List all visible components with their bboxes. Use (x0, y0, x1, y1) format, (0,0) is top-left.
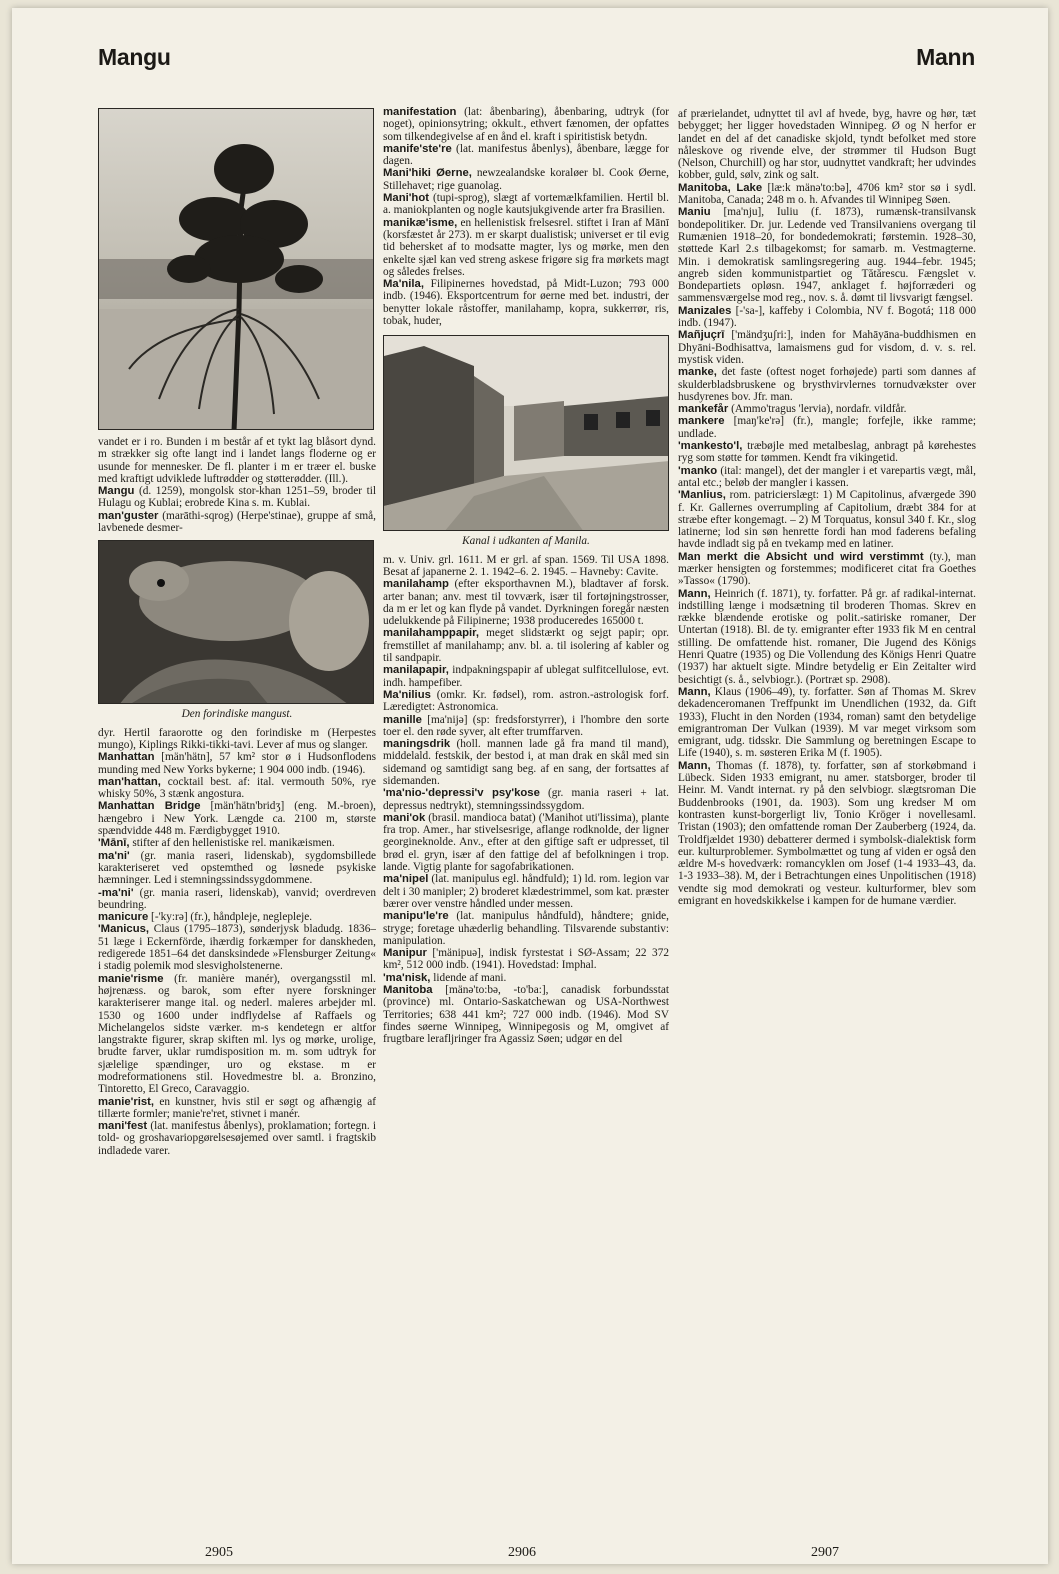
entry-definition: ['mändʒuʃri:], inden for Mahāyāna-buddhismen en Dhyāni-Bodhisattva, lamaismens gud for visdom, d. v. s. rel. mystisk viden. (678, 329, 976, 366)
entry-headword: manikæ'isme, (383, 216, 458, 229)
mangrove-photo (98, 108, 374, 430)
entry-headword: 'ma'nio-'depressi'v psy'kose (383, 787, 540, 800)
entry-headword: Mani'hiki Øerne, (383, 167, 472, 180)
dictionary-entry (383, 143, 669, 168)
entry-definition: en kunstner, hvis stil er søgt og afhængig af tillærte formler; manie're'ret, stivnet i manér. (98, 1095, 376, 1120)
entry-definition: Filipinernes hovedstad, på Midt-Luzon; 793 000 indb. (1946). Eksportcentrum for øerne med bet. industri, der benytter lokale råstoffer, manilahamp, kopra, sukkerrør, ris, tobak, huder, (383, 278, 669, 328)
dictionary-entry (98, 923, 376, 972)
dictionary-entry (98, 776, 376, 801)
entry-definition: (gr. mania raseri, lidenskab), sygdomsbillede karakteriseret ved opstemthed og løsnede psykiske hæmninger. Led i stemningssindssygdommene. (98, 849, 376, 887)
entry-definition: lidende af mani. (430, 971, 507, 984)
dictionary-entry (678, 206, 976, 304)
entry-headword: mani'fest (98, 1120, 148, 1133)
entry-headword: 'Manlius, (678, 489, 726, 502)
entry-headword: Man merkt die Absicht und wird verstimmt (678, 550, 924, 563)
dictionary-entry (98, 973, 376, 1096)
entry-headword: manicure (98, 911, 149, 924)
entry-headword: 'ma'nisk, (383, 971, 431, 984)
dictionary-entry (98, 800, 376, 837)
entry-headword: Manhattan Bridge (98, 800, 201, 813)
dictionary-entry (383, 984, 669, 1045)
dictionary-entry (678, 182, 976, 207)
column-1 (98, 108, 376, 1488)
entry-headword: manke, (678, 366, 717, 379)
dictionary-entry (383, 664, 669, 689)
entry-definition: [män'hätn], 57 km² stor ø i Hudsonflodens munding med New Yorks bykerne; 1 904 000 indb. (1946). (98, 751, 376, 776)
entry-definition: en hellenistisk frelsesrel. stiftet i Iran af Mānī (korsfæstet år 273). m er skarpt dualistisk; universet er til evig tid behersket af to modsatte magter, lys og mørke, men den enkelte sjæl kan ved streng askese frigøre sig fra mørkets magt og således frelses. (383, 216, 669, 278)
entry-definition: m. v. Univ. grl. 1611. M er grl. af span. 1569. Til USA 1898. Besat af japanerne 2. 1. 1942–6. 2. 1945. – Havneby: Cavite. (383, 553, 669, 578)
column-2 (383, 106, 669, 1501)
dictionary-entry (98, 837, 376, 849)
dictionary-entry (98, 911, 376, 923)
entry-definition: indpakningspapir af ublegat sulfitcellulose, evt. indh. hampefiber. (383, 664, 669, 689)
mangrove-image (99, 109, 374, 430)
entry-definition: (fr. manière manér), overgangsstil ml. højrenæss. og barok, som efter nyere forskninger karakteriserer mange ital. og nederl. maleres arbejder ml. 1530 og 1600 under indflydelse af Raffaels og Michelangelos sidste værker. m-s kendetegn er altfor langstrakte figurer, skrap skiften ml. lys og mørke, urolige, brudte farver, uklar rumdisposition m. m. som udtryk for sjælelige spændinger, uro og ekstase. m er modreformationens stil. Hovedmestre bl. a. Bronzino, Tintoretto, El Greco, Caravaggio. (98, 972, 376, 1096)
dictionary-entry (678, 403, 976, 415)
entry-headword: Mañjuçrī (678, 329, 725, 342)
entry-definition: (marāthi-sqrog) (Herpe'stinae), gruppe af små, lavbenede desmer- (98, 509, 376, 535)
page-number-left: 2905 (205, 1545, 233, 1560)
entry-headword: ma'ni' (98, 849, 130, 862)
dictionary-entry (383, 167, 669, 192)
entry-headword: Mann, (678, 685, 711, 698)
entry-definition: Thomas (f. 1878), ty. forfatter, søn af storkøbmand i Lübeck. Siden 1933 emigrant, nu amer. statsborger, broder til Heinr. M. Vandt internat. ry på den selvbiogr. slægtsroman Die Buddenbrooks (1901, da. 1903). Som ung kredser M om kontrasten kunst-borgerligt liv, Tonio Kröger i novellesaml. Tristan (1903); den omfattende roman Der Zauberberg (1924, da. Troldfjældet 1930) debatterer dermed i symbolsk-dialektisk form eur. kulturproblemer. Symbolmættet og tung af viden er også den ældre M-s hovedværk: romancyklen om Josef (1-4 1933–43, da. 1-3 1933–38). M, der i Betrachtungen eines Unpolitischen (1918) vendte sig mod demokrati og vesteur. kulturformer, blev som emigrant en hovedskikkelse i kampen for de humane værdier. (678, 759, 976, 907)
dictionary-entry (383, 738, 669, 787)
mangrove-continuation: vandet er i ro. Bunden i m består af et tykt lag blåsort dynd. m strækker sig ofte langt ind i landet langs floderne og er usunde for mennesker. De fl. planter i m er træer el. buske med kraftigt udviklede luftrødder og støtterødder. (Ill.). (98, 436, 376, 485)
mongoose-photo (98, 540, 374, 704)
dictionary-entry (383, 578, 669, 627)
entry-definition: [mänə'to:bə, -to'ba:], canadisk forbundsstat (province) ml. Ontario-Saskatchewan og USA-Northwest Territories; 638 441 km²; 727 000 indb. (1946). Mod SV findes søerne Winnipeg, Winnipegosis og M, omgivet af frugtbare lerafljringer fra Agassiz Søen; udgør en del (383, 984, 669, 1046)
dictionary-entry (383, 714, 669, 739)
entry-definition: (tupi-sprog), slægt af vortemælkfamilien. Hertil bl. a. maniokplanten og nogle kautsjukgivende arter fra Brasilien. (383, 192, 669, 217)
entry-headword: mankefår (678, 403, 729, 416)
entry-definition: Claus (1795–1873), sønderjysk bladudg. 1836–51 læge i Eckernförde, ihærdig forkæmper for danskheden, redigerede 1851–64 det dansksindede »Flensburger Zeitung« i stadig polemik mod slesvigholstenerne. (98, 923, 376, 973)
dictionary-entry (98, 1096, 376, 1121)
dictionary-entry (383, 910, 669, 947)
guide-word-right: Mann (916, 44, 975, 70)
entry-headword: manie'rist, (98, 1095, 155, 1108)
entry-definition: (ty.), man mærker hensigten og forstemmes; modificeret citat fra Goethes »Tasso« (1790). (678, 550, 976, 588)
entry-headword: Ma'nilius (383, 688, 431, 701)
entry-definition: Klaus (1906–49), ty. forfatter. Søn af Thomas M. Skrev dekadenceromanen Treffpunkt im Unendlichen (1932, da. Gift 1933), Flucht in den Norden (1934, roman) samt den betydelige emigrantroman Der Vulkan (1939). M var meget virksom som emigrant, udg. tidsskr. Die Sammlung og beretningen Escape to Life (1940), s. m. søsteren Erika M (f. 1905). (678, 685, 976, 760)
entry-headword: manife'ste're (383, 142, 452, 155)
entry-headword: manilahamp (383, 578, 449, 591)
entry-definition: (lat. manifestus åbenlys), proklamation; fortegn. i told- og groshavariopgørelsesøjemed over samtl. i fragtskib indladede varer. (98, 1120, 376, 1157)
dictionary-entry (678, 108, 976, 182)
mongoose-caption: Den forindiske mangust. (181, 708, 293, 721)
entry-headword: mani'ok (383, 811, 426, 824)
entry-definition: (brasil. mandioca batat) ('Manihot uti'lissima), plante fra trop. Amer., har stivelsesrige, aflange rodknolde, der ligner georgineknolde. Anv., efter at den giftige saft er udpresset, til brød el. gryn, især af den fattige del af befolkningen i trop. lande. Vigtig plante for sagofabrikationen. (383, 811, 669, 874)
entry-definition: (gr. mania raseri + lat. depressus nedtrykt), stemningssindssygdom. (383, 787, 669, 812)
entry-definition: [-'sa-], kaffeby i Colombia, NV f. Bogotá; 118 000 indb. (1947). (678, 304, 976, 330)
entry-headword: Mann, (678, 587, 711, 600)
manila-canal-photo (383, 335, 669, 531)
entry-headword: mankere (678, 415, 725, 428)
entry-definition: stifter af den hellenistiske rel. manikæismen. (129, 837, 335, 850)
entry-headword: Mani'hot (383, 192, 429, 205)
entry-definition: [-'ky:rə] (fr.), håndpleje, neglepleje. (148, 911, 313, 924)
entry-definition: (lat: åbenbaring), åbenbaring, udtryk (for noget), opinionsytring; okkult., ethvert fænomen, der opfattes som tilkendegivelse af en ånd el. kraft i spiritistisk betydn. (383, 106, 669, 143)
entry-headword: Manhattan (98, 751, 155, 764)
entry-definition: cocktail best. af: ital. vermouth 50%, rye whisky 50%, 3 stænk angostura. (98, 775, 376, 801)
manila-canal-image (384, 336, 669, 531)
dictionary-entry (678, 366, 976, 403)
entry-definition: newzealandske koraløer bl. Cook Øerne, Stillehavet; rige guanolag. (383, 167, 669, 192)
entry-headword: Manitoba (383, 984, 433, 997)
entry-definition: (holl. mannen lade gå fra mand til mand), middelald. festskik, der bestod i, at man drak en skål med sin sidemand og samtidigt sang beg. af en sang, der fortsattes af sidemanden. (383, 738, 669, 787)
dictionary-entry (678, 415, 976, 440)
entry-headword: -ma'ni' (98, 886, 134, 899)
dictionary-entry (383, 217, 669, 278)
dictionary-entry (678, 440, 976, 465)
entry-definition: (Ammo'tragus 'lervia), nordafr. vildfår. (728, 403, 907, 416)
entry-headword: manilahamppapir, (383, 627, 480, 640)
entry-headword: Manitoba, Lake (678, 181, 763, 194)
dictionary-entry (678, 686, 976, 760)
manila-caption: Kanal i udkanten af Manila. (462, 535, 590, 548)
dictionary-entry (383, 106, 669, 143)
page-number-right: 2907 (811, 1545, 839, 1560)
entry-headword: manifestation (383, 106, 457, 118)
dictionary-entry (383, 972, 669, 984)
dictionary-entry (98, 751, 376, 776)
dictionary-entry (383, 947, 669, 972)
entry-headword: Maniu (678, 206, 711, 219)
entry-definition: af prærielandet, udnyttet til avl af hvede, byg, havre og hør, tæt bebygget; her ligger hovedstaden Winnipeg. Ø og N herfor er landet en del af det canadiske skjold, tyndt befolket med store nåleskove og rivende elve, der strømmer til Hudson Bugt (Nelson, Churchill) og har stor, uudnyttet vandkraft; her udvindes kobber, guld, sølv, zink og salt. (678, 108, 976, 182)
dictionary-entry (383, 812, 669, 873)
column-3 (678, 108, 976, 1503)
dictionary-entry (98, 850, 376, 887)
entry-definition: det faste (oftest noget forhøjede) parti som dannes af skulderbladsbruskene og brysthvirvlernes tornudvækster over husdyrenes bov. Jfr. man. (678, 366, 976, 403)
entry-headword: Mann, (678, 759, 711, 772)
entry-definition: [män'hätn'bridʒ] (eng. M.-broen), hængebro i New York. Længde ca. 2100 m, største spændvidde 448 m. Færdigbygget 1910. (98, 800, 376, 838)
dictionary-entry (383, 873, 669, 910)
entry-headword: 'Mānī, (98, 837, 130, 850)
entry-definition: (lat. manipulus egl. håndfuld); 1) ld. rom. legion var delt i 30 manipler; 2) broderet klædestrimmel, som kat. præster bærer over venstre håndled under messen. (383, 873, 669, 910)
dictionary-entry (383, 787, 669, 812)
entry-definition: (ital: mangel), det der mangler i et varepartis vægt, mål, antal etc.; beløb der mangler i kassen. (678, 464, 976, 489)
dictionary-entry (98, 1120, 376, 1157)
entry-definition: (gr. mania raseri, lidenskab), vanvid; overdreven beundring. (98, 886, 376, 911)
mongoose-image (99, 541, 374, 704)
dictionary-entry (678, 760, 976, 908)
entry-headword: manilapapir, (383, 664, 449, 677)
entry-definition: rom. patricierslægt: 1) M Capitolinus, afværgede 390 f. Kr. Gallernes overrumpling af Capitolium, dræbt 384 for at stræbe efter kongemagt. – 2) M Torquatus, konsul 340 f. Kr., slog latinerne; lod sin søn henrette fordi han mod faderens befaling havde indladt sig på en tvekamp med en latiner. (678, 489, 976, 551)
entry-definition: (lat. manifestus åbenlys), åbenbare, lægge for dagen. (383, 142, 669, 168)
dictionary-entry (678, 489, 976, 550)
entry-headword: 'mankesto'l, (678, 440, 743, 453)
dictionary-entry (678, 551, 976, 588)
dictionary-entry (98, 485, 376, 510)
dictionary-entry (383, 278, 669, 327)
dictionary-entry (98, 887, 376, 912)
dictionary-entry (678, 305, 976, 330)
dictionary-entry (98, 510, 376, 535)
entry-definition: (omkr. Kr. fødsel), rom. astron.-astrologisk forf. Læredigtet: Astronomica. (383, 688, 669, 714)
entry-definition: (lat. manipulus håndfuld), håndtere; gnide, stryge; foretage uhæderlig behandling. Tilsvarende substantiv: manipulation. (383, 910, 669, 947)
entry-headword: 'Manicus, (98, 923, 150, 936)
entry-headword: manie'risme (98, 972, 164, 985)
entry-definition: Heinrich (f. 1871), ty. forfatter. På gr. af radikal-internat. indstilling længe i modsætning til broderen Thomas. Skrev en række blændende erotiske og polit.-satiriske romaner, Der Untertan (1918). Bl. de ty. emigranter efter 1933 fik M en central stilling. De omfattende hist. romaner, Die Jugend des Königs Henri Quatre (1935) og Die Vollendung des Königs Henri Quatre (1937) har aktuelt sigte. Mindre betydelig er Ein Zeitalter wird besichtigt (s. å., selvbiogr.). (Portræt sp. 2908). (678, 587, 976, 686)
dictionary-entry (383, 192, 669, 217)
entry-definition: (d. 1259), mongolsk stor-khan 1251–59, broder til Hulagu og Kublai; erobrede Kina s. m. Kublai. (98, 485, 376, 510)
dictionary-entry (383, 627, 669, 664)
entry-definition: meget slidstærkt og sejgt papir; opr. fremstillet af manilahamp; anv. bl. a. til isolering af kabler og til sandpapir. (383, 627, 669, 665)
entry-definition: [ma'nju], Iuliu (f. 1873), rumænsk-transilvansk bondepolitiker. Dr. jur. Ledende ved Transilvaniens overgang til Rumænien 1918–20, for bondedemokrati; førstemin. 1928–30, støttede Karl 2.s tilbagekomst; for samarb. m. Vestmagterne. Min. i demokratisk samlingsregering aug. 1944–febr. 1945; angreb siden kommunistpartiet og Tătărescu. Fængslet v. Bondepartiets opløsn. 1947, anklaget f. højforræderi og sammensværgelse mod reg., nov. s. å. dømt til livsvarigt fængsel. (678, 206, 976, 305)
entry-headword: Mangu (98, 485, 135, 498)
dictionary-entry (678, 329, 976, 366)
entry-headword: Ma'nila, (383, 278, 424, 291)
entry-headword: Manipur (383, 947, 427, 960)
entry-definition: [maŋ'ke'rə] (fr.), mangle; forfejle, ikke ramme; undlade. (678, 415, 976, 440)
entry-definition: (efter eksporthavnen M.), bladtaver af forsk. arter banan; anv. mest til tovværk, især til fortøjningstrosser, da m er let og kan flyde på vandet. Dyrkningen foregår næsten udelukkende på Filipinerne; 1938 produceredes 165000 t. (383, 578, 669, 628)
entry-headword: man'guster (98, 509, 159, 522)
page-number-middle: 2906 (508, 1545, 536, 1560)
dictionary-entry (383, 689, 669, 714)
entry-headword: manille (383, 713, 422, 726)
entry-headword: maningsdrik (383, 738, 451, 751)
entry-headword: 'manko (678, 464, 718, 477)
entry-definition: [ma'nijə] (sp: fredsforstyrrer), i l'hombre den sorte toer el. den røde syver, alt efter trumffarven. (383, 713, 669, 738)
entry-headword: man'hattan, (98, 775, 161, 788)
dictionary-entry (383, 554, 669, 579)
entry-definition: træbøjle med metalbeslag, anbragt på kørehestes ryg som støtte for tømmen. Kendt fra vikingetid. (678, 440, 976, 465)
entry-headword: manipu'le're (383, 910, 449, 923)
entry-definition: [læ:k mänə'to:bə], 4706 km² stor sø i sydl. Manitoba, Canada; 248 m o. h. Afvandes til Winnipeg Søen. (678, 181, 976, 207)
entry-headword: ma'nipel (383, 873, 429, 886)
entry-headword: Manizales (678, 304, 732, 317)
dictionary-entry (678, 465, 976, 490)
entry-definition: ['mänipuə], indisk fyrstestat i SØ-Assam; 22 372 km², 512 000 indb. (1941). Hovedstad: Imphal. (383, 947, 669, 972)
guide-word-left: Mangu (98, 44, 171, 70)
dictionary-entry (98, 727, 376, 752)
dictionary-entry (678, 588, 976, 686)
entry-definition: dyr. Hertil faraorotte og den forindiske m (Herpestes mungo), Kiplings Rikki-tikki-tavi. Lever af mus og slanger. (98, 726, 376, 751)
